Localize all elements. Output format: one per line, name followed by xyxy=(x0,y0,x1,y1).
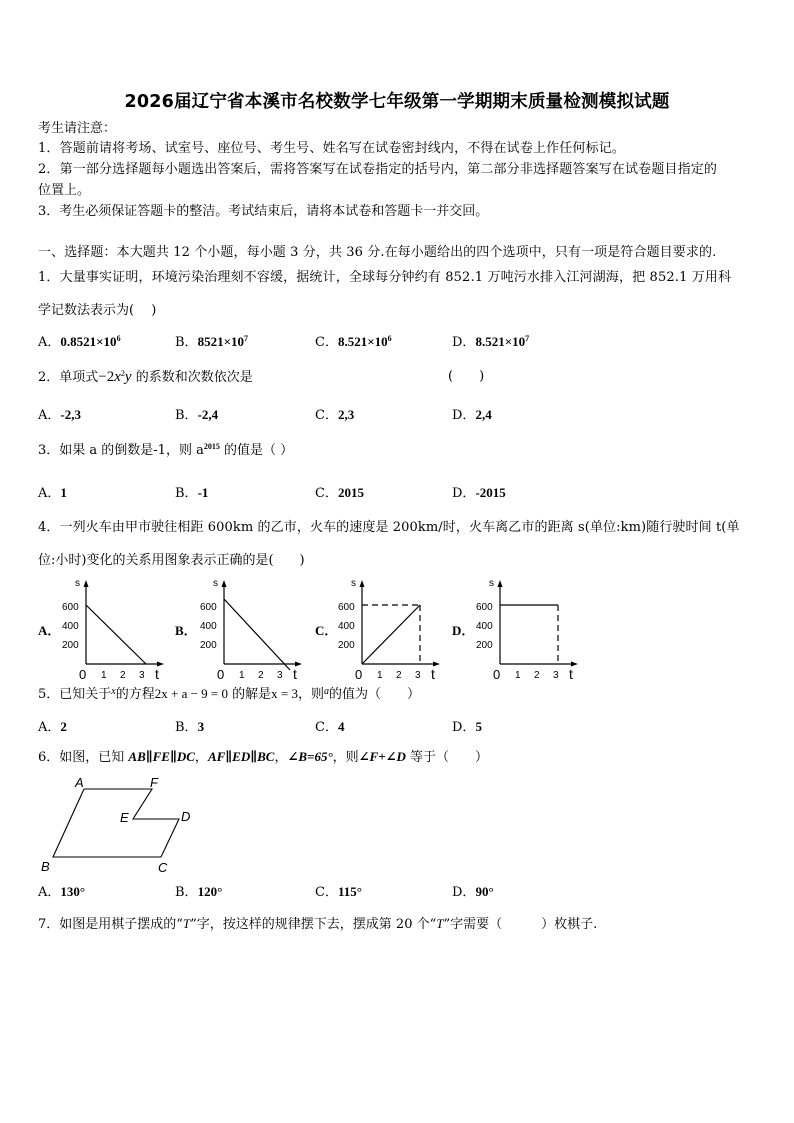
x-tick: 1 xyxy=(515,670,521,681)
x-tick: 1 xyxy=(101,670,107,681)
notice-item-1: 1．答题前请将考场、试室号、座位号、考生号、姓名写在试卷密封线内，不得在试卷上作任何标记。 xyxy=(38,141,626,156)
y-tick: 600 xyxy=(338,602,355,613)
y-tick: 200 xyxy=(338,640,355,651)
vertex-d-label: D xyxy=(181,809,191,824)
x-tick: 0 xyxy=(355,667,363,682)
q4-graph-d xyxy=(472,572,592,684)
q4-option-c-label: C． xyxy=(315,623,338,638)
q2-option-c: C．2,3 xyxy=(315,407,355,423)
graph-line xyxy=(224,599,290,670)
y-tick: 600 xyxy=(200,602,217,613)
q3-option-c: C．2015 xyxy=(315,485,364,501)
x-tick: 1 xyxy=(239,670,245,681)
x-tick: 0 xyxy=(79,667,87,682)
y-tick: 600 xyxy=(476,602,493,613)
x-tick: 2 xyxy=(120,670,126,681)
axis-s-label: s xyxy=(351,578,356,589)
notice-item-3: 3．考生必须保证答题卡的整洁。考试结束后，请将本试卷和答题卡一并交回。 xyxy=(38,204,489,219)
q5-option-a: A．2 xyxy=(38,719,67,735)
q6-option-c: C．115° xyxy=(315,884,362,900)
q1-option-c: C．$8.521\times 10^6$ xyxy=(315,334,392,350)
q4-graph-a xyxy=(58,572,178,684)
graph-line xyxy=(362,605,420,664)
y-tick: 400 xyxy=(200,621,217,632)
y-tick: 400 xyxy=(476,621,493,632)
axis-t-label: t xyxy=(569,666,573,682)
axis-s-label: s xyxy=(75,578,80,589)
axis-t-label: t xyxy=(155,666,159,682)
q2-stem: 2．单项式$-2x^2y$ 的系数和次数依次是 xyxy=(38,369,253,385)
q2-answer-paren: ( ) xyxy=(448,369,485,384)
q2-option-b: B．-2,4 xyxy=(175,407,219,423)
q3-option-b: B．-1 xyxy=(175,485,209,501)
x-tick: 2 xyxy=(396,670,402,681)
q3-option-a: A．1 xyxy=(38,485,67,501)
vertex-b-label: B xyxy=(41,859,50,874)
q4-option-b-label: B． xyxy=(175,623,197,638)
q7-stem: 7．如图是用棋子摆成的“T”字，按这样的规律摆下去，摆成第 20 个“T”字需要（ ）枚棋子. xyxy=(38,916,598,932)
notice-item-2-cont: 位置上。 xyxy=(38,183,91,198)
q6-figure xyxy=(38,774,208,878)
axis-s-label: s xyxy=(213,578,218,589)
graph-line xyxy=(86,605,146,664)
page-title: 2026届辽宁省本溪市名校数学七年级第一学期期末质量检测模拟试题 xyxy=(124,92,670,112)
q5-stem: 5．已知关于$^x$的方程2x + a − 9 = 0 的解是x = 3，则$^a$的值为（ ） xyxy=(38,686,421,702)
x-tick: 0 xyxy=(493,667,501,682)
q1-option-d: D．$8.521\times 10^7$ xyxy=(452,334,530,350)
q4-graph-b xyxy=(196,572,316,684)
axis-s-label: s xyxy=(489,578,494,589)
q6-option-d: D．90° xyxy=(452,884,494,900)
q1-stem-line1: 1．大量事实证明，环境污染治理刻不容缓，据统计，全球每分钟约有 852.1 万吨污水排入江河湖海，把 852.1 万用科 xyxy=(38,270,732,285)
q4-option-a-label: A． xyxy=(38,623,61,638)
vertex-f-label: F xyxy=(150,775,158,790)
y-tick: 200 xyxy=(200,640,217,651)
y-tick: 200 xyxy=(62,640,79,651)
figure-outline xyxy=(53,789,179,857)
vertex-c-label: C xyxy=(158,860,168,875)
y-tick: 200 xyxy=(476,640,493,651)
y-tick: 400 xyxy=(338,621,355,632)
axis-t-label: t xyxy=(431,666,435,682)
q6-option-b: B．120° xyxy=(175,884,223,900)
y-tick: 400 xyxy=(62,621,79,632)
x-tick: 3 xyxy=(277,670,283,681)
x-tick: 3 xyxy=(415,670,421,681)
q4-graph-c xyxy=(334,572,454,684)
q2-option-a: A．-2,3 xyxy=(38,407,81,423)
x-tick: 1 xyxy=(377,670,383,681)
notice-head: 考生请注意： xyxy=(38,121,117,136)
x-tick: 2 xyxy=(534,670,540,681)
q3-stem: 3．如果 a 的倒数是-1，则 $a^{2015}$ 的值是（ ） xyxy=(38,442,294,458)
y-tick: 600 xyxy=(62,602,79,613)
vertex-a-label: A xyxy=(75,775,84,790)
x-tick: 3 xyxy=(139,670,145,681)
q5-option-c: C．4 xyxy=(315,719,345,735)
x-tick: 2 xyxy=(258,670,264,681)
section-heading: 一、选择题：本大题共 12 个小题，每小题 3 分，共 36 分.在每小题给出的四个选项中，只有一项是符合题目要求的. xyxy=(38,245,717,260)
x-tick: 0 xyxy=(217,667,225,682)
q1-option-a: A．$0.8521\times 10^6$ xyxy=(38,334,121,350)
q1-stem-line2: 学记数法表示为( ) xyxy=(38,303,157,318)
q4-stem-line2: 位:小时)变化的关系用图象表示正确的是( ) xyxy=(38,553,305,568)
q6-option-a: A．130° xyxy=(38,884,86,900)
q4-option-d-label: D． xyxy=(452,623,475,638)
q1-option-b: B．$8521\times 10^7$ xyxy=(175,334,248,350)
notice-item-2: 2．第一部分选择题每小题选出答案后，需将答案写在试卷指定的括号内，第二部分非选择题答案写在试卷题目指定的 xyxy=(38,162,718,177)
axis-t-label: t xyxy=(293,666,297,682)
q4-stem-line1: 4．一列火车由甲市驶往相距 600km 的乙市，火车的速度是 200km/时，火车离乙市的距离 s(单位:km)随行驶时间 t(单 xyxy=(38,520,740,535)
q5-option-b: B．3 xyxy=(175,719,205,735)
q2-option-d: D．2,4 xyxy=(452,407,492,423)
q3-option-d: D．-2015 xyxy=(452,485,506,501)
q5-option-d: D．5 xyxy=(452,719,482,735)
vertex-e-label: E xyxy=(120,810,129,825)
q6-stem: 6．如图，已知 AB∥FE∥DC，AF∥ED∥BC，∠B=65°，则∠F+∠D 等于（ ） xyxy=(38,749,489,765)
x-tick: 3 xyxy=(553,670,559,681)
